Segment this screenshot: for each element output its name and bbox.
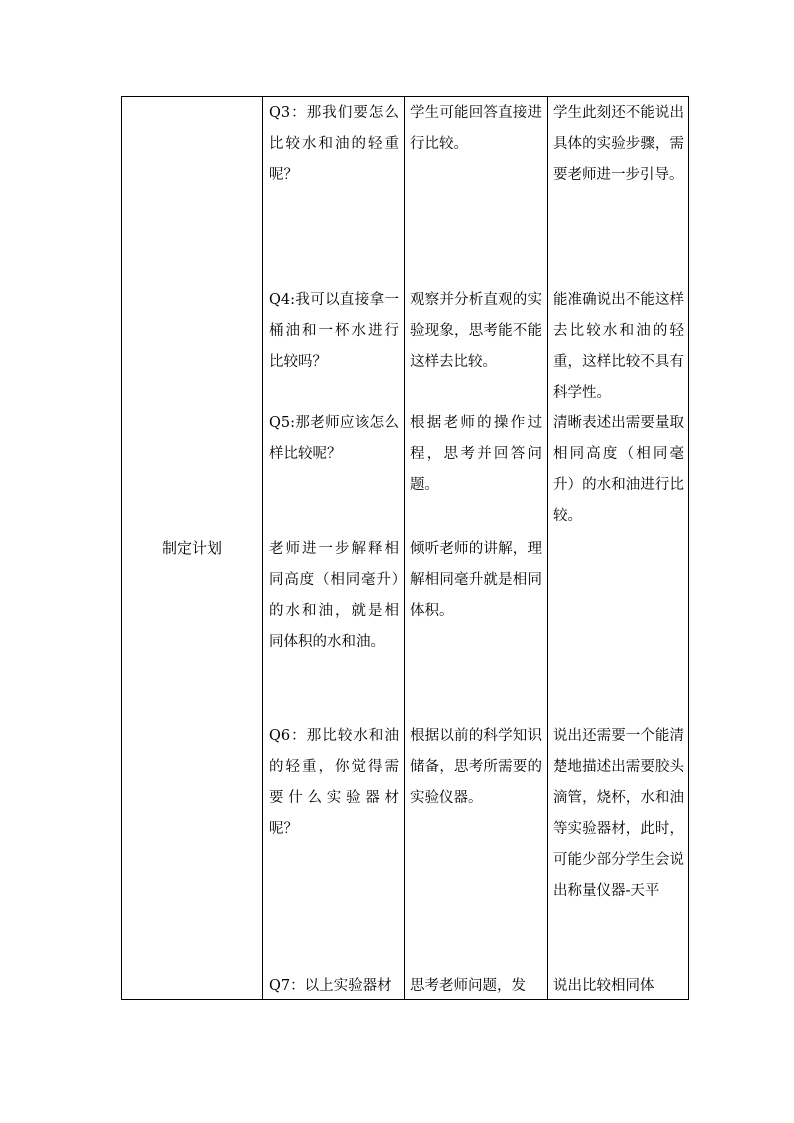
column-divider-3 [547, 97, 548, 999]
teacher-question-q7: Q7：以上实验器材 [269, 978, 392, 994]
teacher-question-q4: Q4:我可以直接拿一桶油和一杯水进行比较吗？ [269, 292, 399, 370]
stage-label: 制定计划 [161, 539, 222, 557]
teacher-explanation: 老师进一步解释相同高度（相同毫升）的水和油，就是相同体积的水和油。 [269, 541, 399, 650]
student-activity-6: 思考老师问题，发 [410, 978, 526, 994]
lesson-plan-table [121, 96, 689, 1000]
expected-outcome-3: 清晰表述出需要量取相同高度（相同毫升）的水和油进行比较。 [553, 415, 684, 524]
expected-outcome-4: 说出还需要一个能清楚地描述出需要胶头滴管，烧杯，水和油等实验器材，此时，可能少部分学生会说出称量仪器-天平 [553, 728, 684, 899]
teacher-question-q3: Q3：那我们要怎么比较水和油的轻重呢？ [269, 105, 399, 183]
student-activity-1: 学生可能回答直接进行比较。 [410, 105, 542, 152]
teacher-question-q6: Q6：那比较水和油的轻重，你觉得需要什么实验器材呢？ [269, 728, 399, 837]
expected-outcome-2: 能准确说出不能这样去比较水和油的轻重，这样比较不具有科学性。 [553, 292, 684, 401]
column-divider-2 [404, 97, 405, 999]
student-activity-5: 根据以前的科学知识储备，思考所需要的实验仪器。 [410, 728, 542, 806]
expected-outcome-5: 说出比较相同体 [553, 978, 655, 994]
student-activity-4: 倾听老师的讲解，理解相同毫升就是相同体积。 [410, 541, 542, 619]
expected-outcome-1: 学生此刻还不能说出具体的实验步骤，需要老师进一步引导。 [553, 105, 684, 183]
teacher-question-q5: Q5:那老师应该怎么样比较呢？ [269, 415, 399, 462]
column-divider-1 [262, 97, 263, 999]
student-activity-3: 根据老师的操作过程，思考并回答问题。 [410, 415, 542, 493]
student-activity-2: 观察并分析直观的实验现象，思考能不能这样去比较。 [410, 292, 542, 370]
